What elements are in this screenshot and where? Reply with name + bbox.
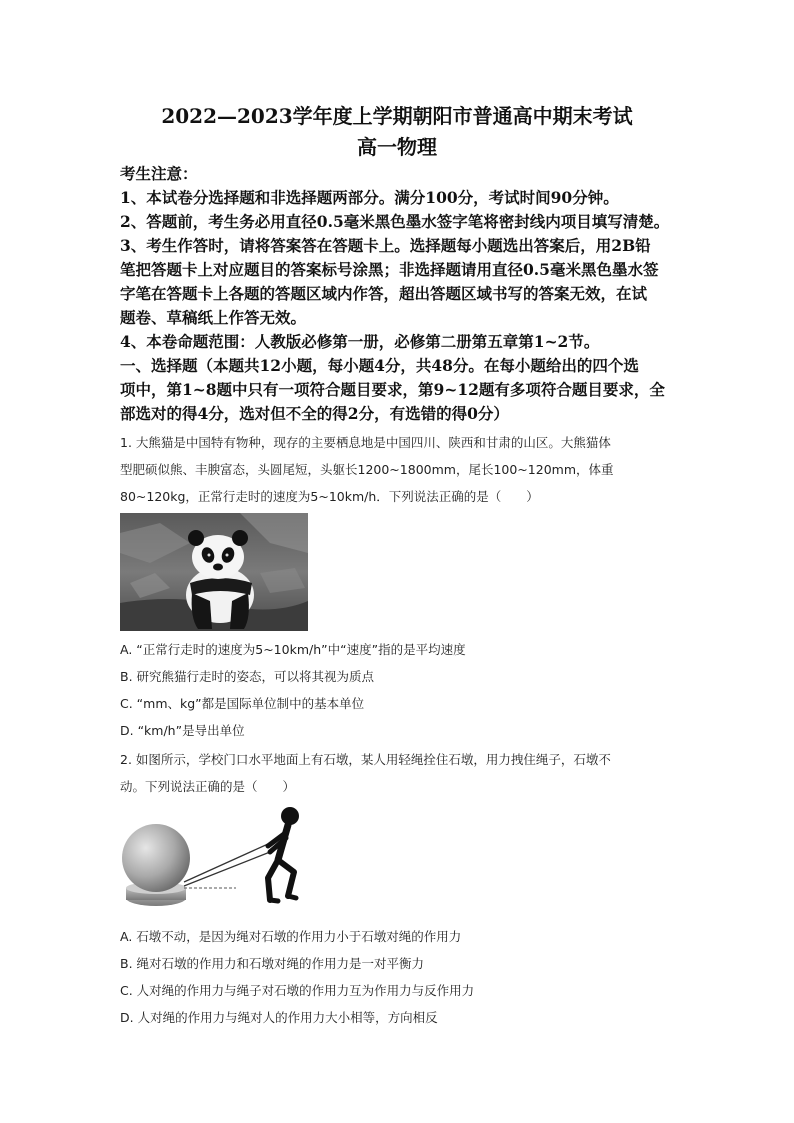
question-1-option-b: B. 研究熊猫行走时的姿态，可以将其视为质点 [120, 669, 375, 684]
exam-subject: 高一物理 [357, 135, 437, 159]
notice-item-3-line-4: 题卷、草稿纸上作答无效。 [120, 308, 307, 327]
question-1-option-d: D. “km/h”是导出单位 [120, 723, 245, 738]
question-1-stem-line-1: 1. 大熊猫是中国特有物种，现存的主要栖息地是中国四川、陕西和甘肃的山区。大熊猫体 [120, 435, 611, 450]
notice-item-4: 4、本卷命题范围：人教版必修第一册，必修第二册第五章第1~2节。 [120, 332, 600, 351]
question-2-stem-line-1: 2. 如图所示，学校门口水平地面上有石墩，某人用轻绳拴住石墩，用力拽住绳子，石墩不 [120, 752, 611, 767]
question-2-stem-line-2: 动。下列说法正确的是（ ） [120, 779, 296, 794]
question-1-stem-line-2: 型肥硕似熊、丰腴富态，头圆尾短，头躯长1200~1800mm，尾长100~120mm，体重 [120, 462, 614, 477]
notice-item-3-line-3: 字笔在答题卡上各题的答题区域内作答，超出答题区域书写的答案无效，在试 [120, 284, 648, 303]
notice-item-2: 2、答题前，考生务必用直径0.5毫米黑色墨水签字笔将密封线内项目填写清楚。 [120, 212, 670, 231]
notice-item-1: 1、本试卷分选择题和非选择题两部分。满分100分，考试时间90分钟。 [120, 188, 619, 207]
question-2-option-c: C. 人对绳的作用力与绳子对石墩的作用力互为作用力与反作用力 [120, 983, 475, 998]
section-heading-line-3: 部选对的得4分，选对但不全的得2分，有选错的得0分） [120, 404, 509, 423]
stone-pier-figure [118, 800, 318, 918]
question-2-option-b: B. 绳对石墩的作用力和石墩对绳的作用力是一对平衡力 [120, 956, 425, 971]
question-2-option-d: D. 人对绳的作用力与绳对人的作用力大小相等，方向相反 [120, 1010, 438, 1025]
section-heading-line-1: 一、选择题（本题共12小题，每小题4分，共48分。在每小题给出的四个选 [120, 356, 639, 375]
section-heading-line-2: 项中，第1~8题中只有一项符合题目要求，第9~12题有多项符合题目要求，全 [120, 380, 665, 399]
notice-heading: 考生注意： [120, 164, 198, 183]
panda-photo [120, 513, 308, 631]
question-1-option-c: C. “mm、kg”都是国际单位制中的基本单位 [120, 696, 365, 711]
exam-title: 2022—2023学年度上学期朝阳市普通高中期末考试 [161, 104, 633, 128]
question-1-option-a: A. “正常行走时的速度为5~10km/h”中“速度”指的是平均速度 [120, 642, 466, 657]
question-2-option-a: A. 石墩不动，是因为绳对石墩的作用力小于石墩对绳的作用力 [120, 929, 462, 944]
question-1-stem-line-3: 80~120kg，正常行走时的速度为5~10km/h．下列说法正确的是（ ） [120, 489, 539, 504]
notice-item-3-line-2: 笔把答题卡上对应题目的答案标号涂黑；非选择题请用直径0.5毫米黑色墨水签 [120, 260, 659, 279]
notice-item-3-line-1: 3、考生作答时，请将答案答在答题卡上。选择题每小题选出答案后，用2B铅 [120, 236, 651, 255]
